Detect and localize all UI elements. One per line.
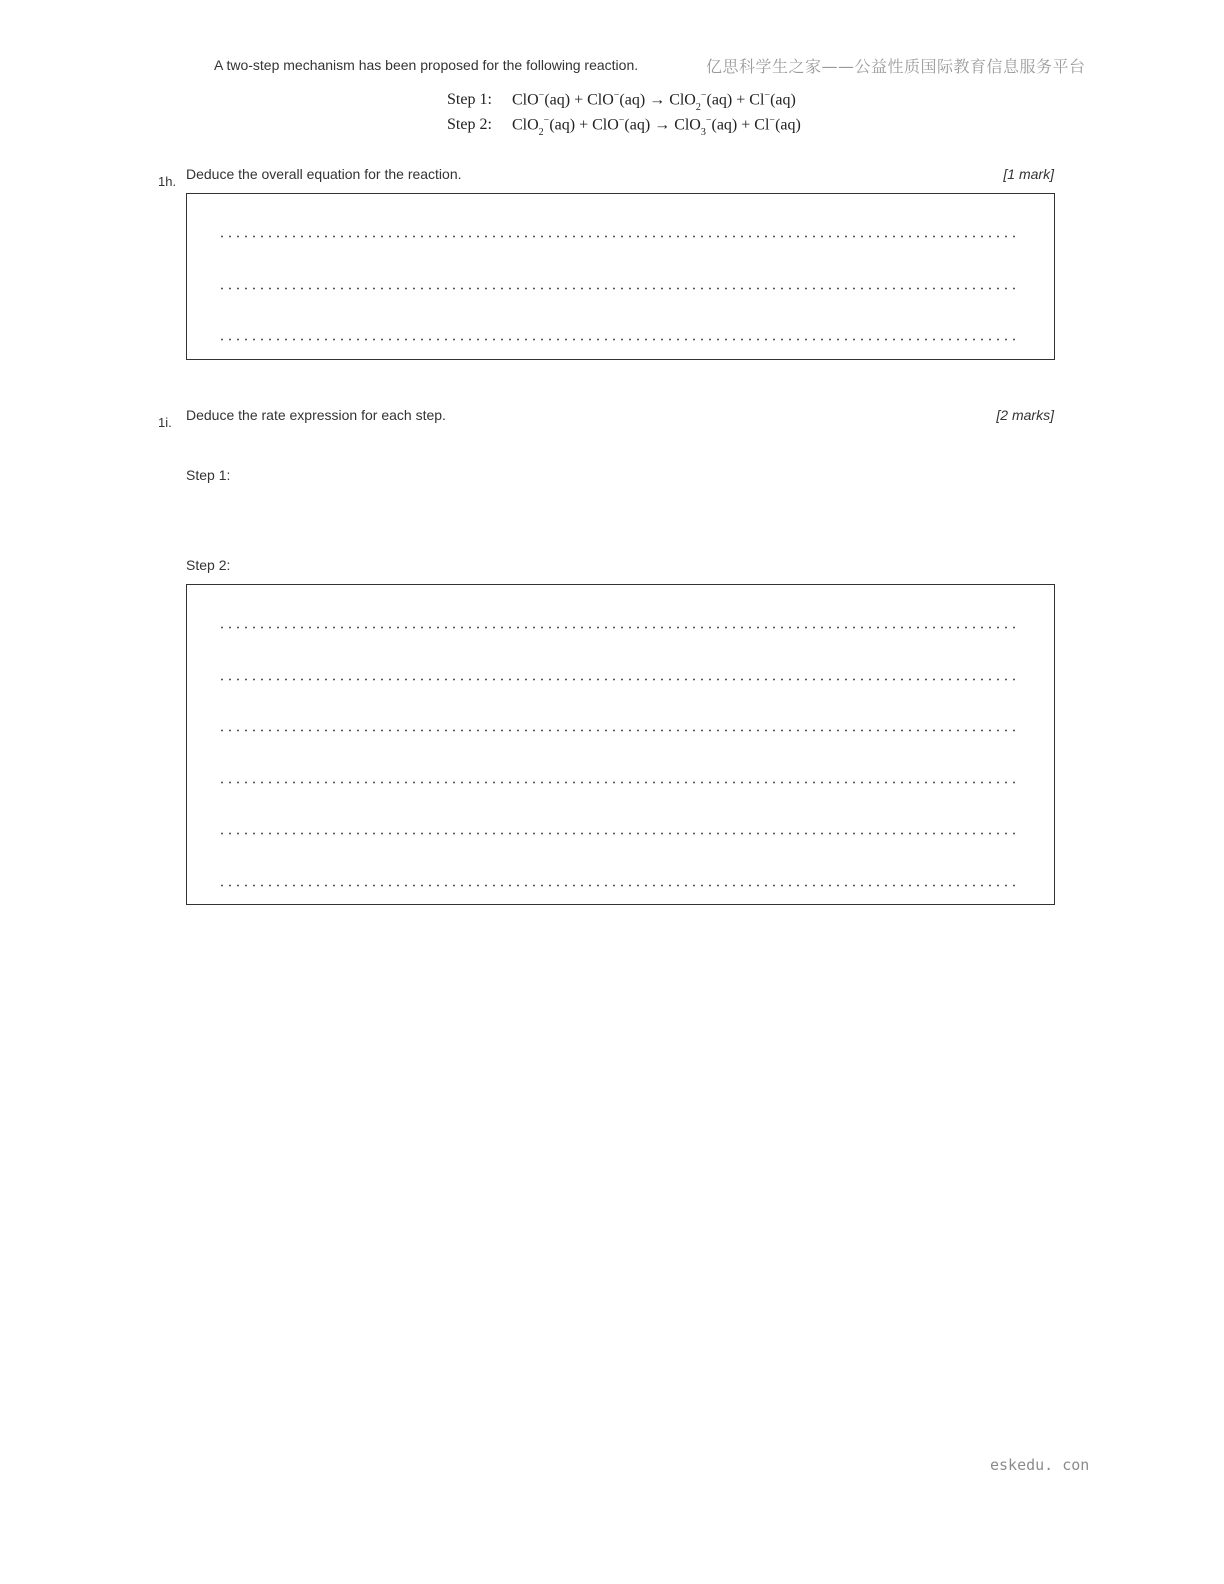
question-text-1i: Deduce the rate expression for each step. (186, 407, 446, 423)
species: ClO (592, 116, 619, 134)
charge: − (543, 115, 550, 126)
charge: − (613, 90, 620, 101)
marks-1h: [1 mark] (1003, 166, 1054, 182)
answer-line[interactable] (218, 338, 1018, 341)
charge: − (769, 115, 776, 126)
equation-label: Step 2: (447, 116, 492, 134)
state: (aq) (775, 116, 801, 134)
subscript: 2 (695, 101, 701, 113)
answer-line[interactable] (218, 626, 1018, 629)
watermark-text: 亿思科学生之家——公益性质国际教育信息服务平台 (706, 57, 1086, 76)
charge: − (618, 115, 625, 126)
state: (aq) (624, 116, 651, 134)
question-text-1h: Deduce the overall equation for the reaction. (186, 166, 462, 182)
state: (aq) (711, 116, 738, 134)
state: (aq) (549, 116, 576, 134)
answer-line[interactable] (218, 287, 1018, 290)
marks-1i: [2 marks] (996, 407, 1054, 423)
equation-step-1 (447, 90, 796, 112)
subscript: 2 (538, 126, 544, 138)
state: (aq) (619, 91, 646, 109)
charge: − (705, 115, 712, 126)
answer-line[interactable] (218, 781, 1018, 784)
answer-line[interactable] (218, 832, 1018, 835)
subscript: 3 (700, 126, 706, 138)
plus-sign: + (741, 116, 751, 134)
charge: − (764, 90, 771, 101)
answer-line[interactable] (218, 235, 1018, 238)
species: ClO (512, 91, 539, 109)
charge: − (538, 90, 545, 101)
charge: − (700, 90, 707, 101)
plus-sign: + (736, 91, 746, 109)
species: ClO (587, 91, 614, 109)
plus-sign: + (579, 116, 589, 134)
species: Cl (749, 91, 765, 109)
question-number-1i: 1i. (158, 415, 172, 430)
arrow: → (649, 91, 666, 109)
question-number-1h: 1h. (158, 174, 177, 189)
species: Cl (754, 116, 770, 134)
answer-box-1i[interactable] (186, 584, 1055, 905)
equation-label: Step 1: (447, 91, 492, 109)
answer-line[interactable] (218, 729, 1018, 732)
state: (aq) (544, 91, 571, 109)
answer-box-1h[interactable] (186, 193, 1055, 360)
plus-sign: + (574, 91, 584, 109)
answer-line[interactable] (218, 678, 1018, 681)
species: ClO (669, 91, 696, 109)
state: (aq) (706, 91, 733, 109)
step-1-label: Step 1: (186, 467, 231, 483)
intro-text: A two-step mechanism has been proposed for the following reaction. (214, 57, 639, 73)
state: (aq) (770, 91, 796, 109)
species: ClO (512, 116, 539, 134)
answer-line[interactable] (218, 884, 1018, 887)
equation-step-2 (447, 115, 801, 137)
arrow: → (654, 116, 671, 134)
step-2-label: Step 2: (186, 557, 231, 573)
footer-watermark: eskedu. con (990, 1456, 1090, 1474)
species: ClO (674, 116, 701, 134)
